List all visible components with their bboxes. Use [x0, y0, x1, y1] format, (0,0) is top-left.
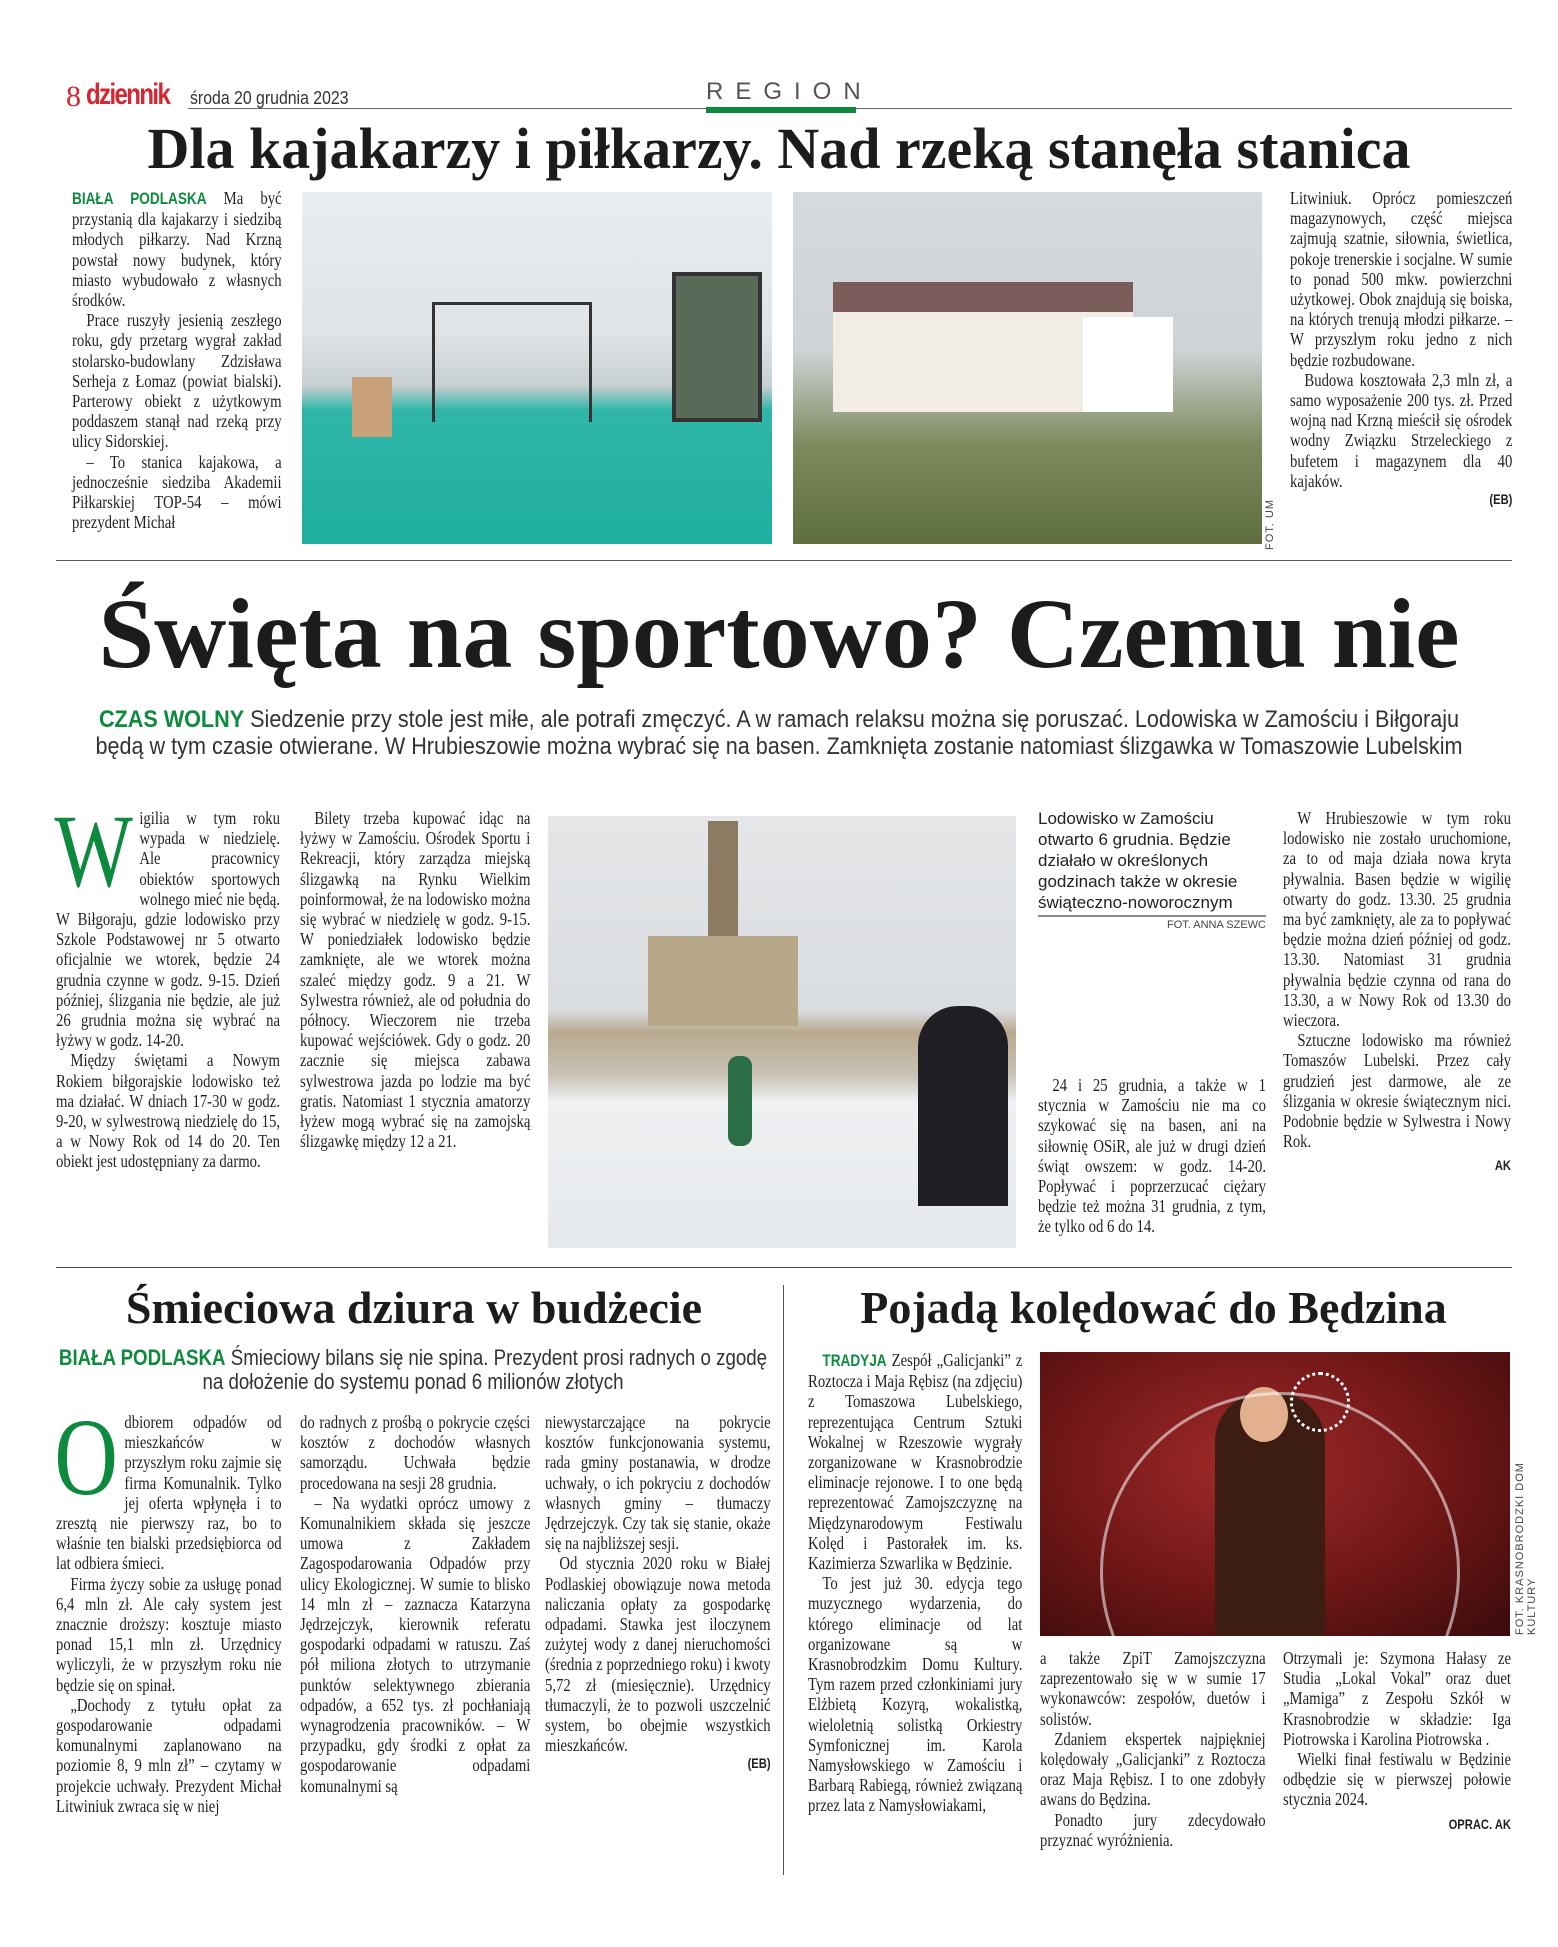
paragraph: – Na wydatki oprócz umowy z Komunalnikiem składa się jeszcze umowa z Zakładem Zagospodarowania Odpadów przy ulicy Ekologicznej. W sumie to blisko 14 mln zł – zaznacza Katarzyna Jędrzejczyk, kierownik referatu gospodarki odpadami w ratuszu. Zaś pół miliona złotych to utrzymanie punktów selektywnego zbierania odpadów, a 652 tys. zł pochłaniają wynagrodzenia pracowników. – W przypadku, gdy środki z opłat za gospodarowanie odpadami komunalnymi są: [300, 1492, 531, 1796]
paragraph: do radnych z prośbą o pokrycie części kosztów z dochodów własnych samorządu. Uchwała będzie procedowana na sesji 28 grudnia.: [300, 1412, 531, 1493]
paragraph: Między świętami a Nowym Rokiem biłgorajskie lodowisko też ma działać. W dniach 17-30 w godz. 9-20, w sylwestrową niedzielę do 15, a w Nowy Rok od 14 do 20. Ten obiekt jest udostępniany za darmo.: [56, 1050, 281, 1172]
article1-kicker: BIAŁA PODLASKA: [72, 189, 207, 208]
singer-photo: [1040, 1352, 1510, 1636]
article4-headline: Pojadą kolędować do Będzina: [860, 1282, 1447, 1333]
paragraph: „Dochody z tytułu opłat za gospodarowanie odpadami komunalnymi zaplanowano na poziomie 8, 9 mln zł” – czytamy w projekcie uchwały. Prezydent Michał Litwiniuk zwraca się w niej: [56, 1694, 282, 1816]
paragraph: Prace ruszyły jesienią zeszłego roku, gdy przetarg wygrał zakład stolarsko-budowlany Zdzisława Serheja z Łomaz (powiat bialski). Parterowy obiekt z użytkowym poddaszem stanął nad rzeką przy ulicy Sidorskiej.: [72, 310, 282, 452]
article2-signature: AK: [1494, 1157, 1511, 1174]
light-ring: [1100, 1392, 1460, 1636]
paragraph: Wielki finał festiwalu w Będzinie odbędzie się w pierwszej połowie stycznia 2024.: [1283, 1749, 1511, 1810]
article4-photo-credit: FOT. KRASNOBRODZKI DOM KULTURY: [1514, 1462, 1538, 1635]
article1-col2: [1290, 188, 1512, 507]
paragraph: igilia w tym roku wypada w niedzielę. Ale pracownicy obiektów sportowych wolnego mieć nie będą. W Biłgoraju, gdzie lodowisko przy Szkole Podstawowej nr 5 otwarto oficjalnie we wtorek, będzie 24 grudnia czynne w godz. 9-15. Dzień później, ślizgania nie będzie, ale już 26 grudnia można się wybrać na łyżwy w godz. 14-20.: [56, 808, 280, 1051]
article2-col1: [54, 794, 281, 1172]
article3-signature: (EB): [747, 1755, 771, 1772]
divider: [56, 560, 1512, 561]
paragraph: Budowa kosztowała 2,3 mln zł, a samo wyposażenie 200 tys. zł. Przed wojną nad Krzną mieścił się ośrodek wodny Związku Strzeleckiego z bufetem i magazynem dla 40 kajaków.: [1290, 369, 1513, 491]
paragraph: a także ZpiT Zamojszczyzna zaprezentowało się w w sumie 17 wykonawców: zespołów, duetów i solistów.: [1040, 1648, 1266, 1729]
divider: [56, 1267, 1512, 1268]
paragraph: 24 i 25 grudnia, a także w 1 stycznia w Zamościu nie ma co szykować się na basen, ani na siłownię OSiR, ale już w drugi dzień świąt owszem: w godz. 14-20. Popływać i poprzerzucać ciężary będzie też można 31 grudnia, z tym, że tylko od 6 do 14.: [1038, 1075, 1266, 1237]
drop-cap: W: [54, 794, 133, 909]
paragraph: dbiorem odpadów od mieszkańców w przyszłym roku zajmie się firma Komunalnik. Tylko jej oferta wpłynęła i to zresztą nie pierwszy raz, bo to właśnie ten bialski przedsiębiorca od lat odbiera śmieci.: [56, 1412, 282, 1574]
paragraph: Zdaniem ekspertek najpiękniej kolędowały „Galicjanki” z Roztocza oraz Maja Rębisz. I to one zdobyły awans do Będzina.: [1040, 1728, 1266, 1810]
article1-col1: [72, 188, 282, 532]
page-number: 8: [66, 80, 81, 113]
paragraph: niewystarczające na pokrycie kosztów funkcjonowania systemu, rada gminy postanawia, w drodze uchwały, o ich pokryciu z dochodów własnych gminy – tłumaczy Jędrzejczyk. Czy tak się stanie, okaże się na najbliższej sesji.: [545, 1412, 771, 1554]
article2-kicker: CZAS WOLNY: [98, 706, 245, 733]
paragraph: Zespół „Galicjanki” z Roztocza i Maja Rębisz (na zdjęciu) z Tomaszowa Lubelskiego, reprezentująca Centrum Sztuki Wokalnej w Rzeszowie wygrały zorganizowane w Krasnobrodzie eliminacje rejonowe. I to one będą reprezentować Zamojszczyznę na Międzynarodowym Festiwalu Kolęd i Pastorałek im. ks. Kazimierza Szwarlika w Będzinie.: [808, 1350, 1023, 1574]
section-label: REGION: [706, 78, 873, 105]
section-underline: [706, 107, 856, 113]
article2-photo-credit: FOT. ANNA SZEWC: [1166, 919, 1266, 931]
paragraph: Sztuczne lodowisko ma również Tomaszów Lubelski. Przez cały grudzień jest darmowe, ale ze ślizgania w okresie świątecznym nici. Podobnie będzie w Sylwestra i Nowy Rok.: [1283, 1030, 1511, 1152]
town-hall-shape: [648, 936, 798, 1026]
paragraph: Otrzymali je: Szymona Hałasy ze Studia „Lokal Vokal” oraz duet „Mamiga” z Zespołu Szkół w Krasnobrodzie w składzie: Iga Piotrowska i Karolina Piotrowska .: [1283, 1648, 1511, 1749]
lead-text: Siedzenie przy stole jest miłe, ale potrafi zmęczyć. A w ramach relaksu można się poruszać. Lodowiska w Zamościu i Biłgoraju będą w tym czasie otwierane. W Hrubieszowie można wybrać się na basen. Zamknięta zostanie natomiast ślizgawka w Tomaszowie Lubelskim: [95, 706, 1463, 760]
paragraph: W Hrubieszowie w tym roku lodowisko nie zostało uruchomione, za to od maja działa nowa kryta pływalnia. Basen będzie w wigilię otwarty do godz. 13.30. 25 grudnia ma być zamknięty, ale za to popływać będzie można dzień później od godz. 13.30. Natomiast 31 grudnia pływalnia będzie czynna od rana do 13.30, a w Nowy Rok od 13.30 do wieczora.: [1283, 808, 1511, 1031]
article3-col2: [300, 1412, 530, 1796]
article2-headline: Święta na sportowo? Czemu nie: [98, 578, 1460, 689]
article1-signature: (EB): [1489, 491, 1513, 508]
paragraph: Firma życzy sobie za usługę ponad 6,4 mln zł. Ale cały system jest znacznie droższy: kosztuje miasto ponad 15,1 mln zł. Urzędnicy wyliczyli, że w przyszłym roku nie będzie się on spinał.: [56, 1573, 282, 1695]
building-exterior-photo: [793, 192, 1262, 544]
article4-signature: OPRAC. AK: [1448, 1815, 1511, 1832]
paragraph: Litwiniuk. Oprócz pomieszczeń magazynowych, część miejsca zajmują szatnie, siłownia, świetlica, pokoje trenerskie i socjalne. W sumie to ponad 500 mkw. powierzchni użytkowej. Obok znajdują się boiska, na których trenują młodzi piłkarze. – W przyszłym roku jedno z nich będzie rozbudowane.: [1290, 188, 1513, 370]
article2-lead: [89, 706, 1470, 760]
drop-cap: O: [54, 1396, 118, 1518]
article3-kicker: BIAŁA PODLASKA: [58, 1345, 226, 1370]
article1-photo-credit: FOT. UM: [1264, 499, 1276, 550]
article4-kicker: TRADYJA: [822, 1351, 887, 1370]
article2-col2: [300, 808, 530, 1151]
building-wing-shape: [1083, 317, 1173, 412]
paragraph: Ponadto jury zdecydowało przyznać wyróżnienia.: [1040, 1809, 1266, 1850]
vertical-divider: [783, 1285, 784, 1875]
article3-col1: [54, 1396, 282, 1816]
article1-headline: Dla kajakarzy i piłkarzy. Nad rzeką stanęła stanica: [147, 116, 1411, 181]
article2-col3: [1038, 1075, 1266, 1237]
box-shape: [352, 377, 392, 437]
window-shape: [672, 272, 762, 422]
article4-col3: [1283, 1648, 1511, 1832]
article2-col4: [1283, 808, 1511, 1173]
article3-col3: [545, 1412, 771, 1771]
article4-col2: [1040, 1648, 1266, 1850]
paragraph: To jest już 30. edycja tego muzycznego wydarzenia, do którego eliminacje od lat organizowane są w Krasnobrodzkim Domu Kultury. Tym razem przed członkiniami jury Elżbietą Kozyrą, wokalistką, wieloletnią solistką Orkiestry Symfonicznej im. Karola Namysłowskiego w Zamościu i Barbarą Rabiegą, również związaną przez lata z Namysłowiakami,: [808, 1573, 1023, 1816]
paragraph: Ma być przystanią dla kajakarzy i siedzibą młodych piłkarzy. Nad Krzną powstał nowy budynek, który miasto wybudowało z własnych środków.: [72, 188, 282, 311]
ice-rink-photo: [548, 816, 1016, 1248]
photo-caption: Lodowisko w Zamościu otwarto 6 grudnia. Będzie działało w określonych godzinach także w okresie świąteczno-noworocznym: [1038, 808, 1266, 917]
paragraph: Bilety trzeba kupować idąc na łyżwy w Zamościu. Ośrodek Sportu i Rekreacji, który zarządza miejską ślizgawką na Rynku Wielkim poinformował, że na lodowisko można się wybrać w niedzielę w godz. 9-15. W poniedziałek lodowisko będzie zamknięte, ale we wtorek można szaleć między godz. 9 a 21. W Sylwestra również, ale od południa do północy. Wieczorem nie trzeba kupować wejściówek. Gdy o godz. 20 zacznie się miejsca zabawa sylwestrowa jazda po lodzie ma być gratis. Natomiast 1 stycznia amatorzy łyżew mogą wybrać się na zamojską ślizgawkę między 12 a 21.: [300, 808, 531, 1152]
article3-headline: Śmieciowa dziura w budżecie: [125, 1282, 703, 1333]
rack-shape: [432, 302, 592, 422]
roof-shape: [833, 282, 1133, 312]
paragraph: Od stycznia 2020 roku w Białej Podlaskiej obowiązuje nowa metoda naliczania opłaty za gospodarkę odpadami. Stawka jest iloczynem zużytej wody z danej nieruchomości (średnia z poprzedniego roku) i kwoty 5,72 zł (miesięcznie). Urzędnicy tłumaczyli, że to pozwoli uszczelnić system, bo obejmie wszystkich mieszkańców.: [545, 1553, 771, 1756]
article2-caption-block: [1038, 808, 1266, 931]
skater-shape: [728, 1056, 752, 1146]
newspaper-logo: dziennik: [86, 78, 170, 111]
article3-lead: [55, 1346, 771, 1394]
lead-text: Śmieciowy bilans się nie spina. Prezydent prosi radnych o zgodę na dołożenie do systemu ponad 6 milionów złotych: [202, 1345, 768, 1394]
skaters-shape: [918, 1006, 1008, 1206]
issue-date: środa 20 grudnia 2023: [190, 88, 349, 108]
paragraph: – To stanica kajakowa, a jednocześnie siedziba Akademii Piłkarskiej TOP-54 – mówi prezydent Michał: [72, 451, 282, 533]
gym-interior-photo: [302, 192, 772, 544]
article4-col1: [808, 1350, 1022, 1816]
